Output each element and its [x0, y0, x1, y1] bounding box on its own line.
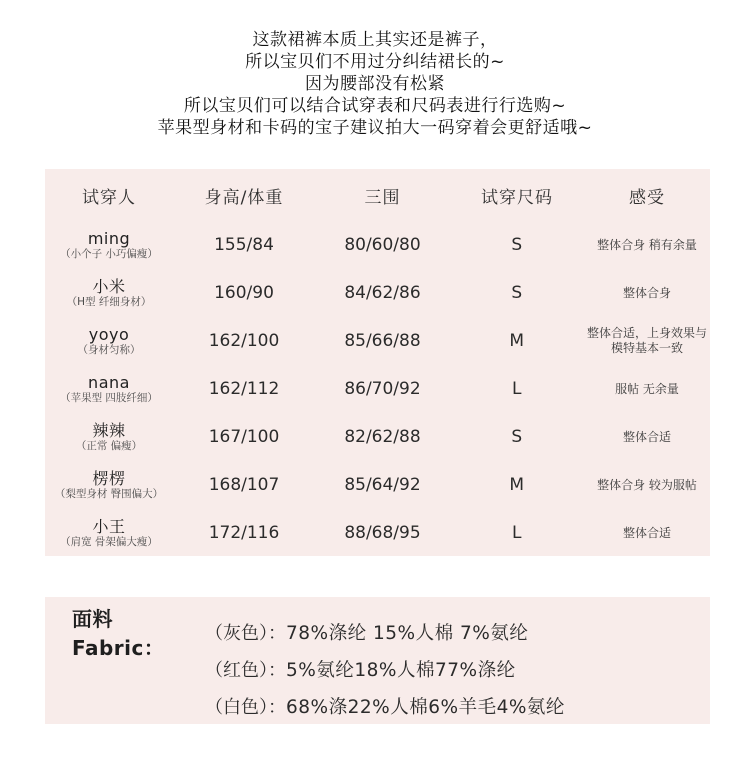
feel-cell: [584, 526, 710, 541]
intro-line: 所以宝贝们不用过分纠结裙长的~: [245, 52, 505, 72]
height-weight-value: 160/90: [214, 283, 274, 303]
feel-text: 整体合适，上身效果与模特基本一致: [586, 326, 707, 355]
fabric-row: [45, 606, 710, 660]
tester-desc: （肩宽 骨架偏大瘦）: [60, 536, 158, 548]
feel-cell: [584, 326, 710, 356]
tester-name: yoyo: [88, 325, 130, 344]
tester-cell: [45, 469, 173, 501]
tester-cell: [45, 517, 173, 549]
table-row: [45, 509, 710, 556]
measurements-value: 85/64/92: [344, 475, 421, 495]
tester-name: 小王: [92, 517, 126, 536]
measurements-value: 80/60/80: [344, 235, 421, 255]
tester-desc: （梨型身材 臀围偏大）: [54, 488, 164, 500]
feel-text: 整体合身: [622, 285, 671, 300]
feel-text: 整体合适: [622, 429, 671, 444]
intro-line: 这款裙裤本质上其实还是裤子，: [252, 30, 498, 50]
intro-line: 所以宝贝们可以结合试穿表和尺码表进行行选购~: [183, 96, 567, 116]
fabric-title: 面料Fabric：: [72, 606, 165, 660]
height-weight-value: 172/116: [208, 523, 280, 543]
feel-text: 整体合身 稍有余量: [597, 237, 697, 252]
size-value: S: [511, 427, 523, 447]
tester-desc: （苹果型 四肢纤细）: [60, 392, 158, 404]
size-value: L: [512, 523, 522, 543]
fabric-row: [45, 687, 710, 724]
size-value: S: [511, 283, 523, 303]
feel-cell: [584, 478, 710, 493]
measurements-value: 88/68/95: [344, 523, 421, 543]
tester-name: 小米: [92, 277, 126, 296]
tester-name: 楞楞: [92, 469, 126, 488]
height-weight-value: 162/100: [208, 331, 280, 351]
feel-cell: [584, 238, 710, 253]
feel-cell: [584, 430, 710, 445]
measurements-value: 85/66/88: [344, 331, 421, 351]
fabric-color-label: （红色）：: [205, 659, 286, 681]
height-weight-value: 162/112: [208, 379, 280, 399]
measurements-value: 86/70/92: [344, 379, 421, 399]
fabric-composition: 68%涤22%人棉6%羊毛4%氨纶: [286, 696, 565, 718]
feel-cell: [584, 382, 710, 397]
fit-table-panel: [45, 169, 710, 556]
feel-text: 服帖 无余量: [615, 381, 679, 396]
table-row: [45, 317, 710, 365]
table-row: [45, 413, 710, 461]
size-value: M: [509, 475, 525, 495]
feel-text: 整体合适: [622, 525, 671, 540]
fabric-color-label: （白色）：: [205, 696, 286, 718]
size-value: S: [511, 235, 523, 255]
table-row: [45, 269, 710, 317]
header-height-weight: 身高/体重: [204, 187, 284, 208]
size-value: M: [509, 331, 525, 351]
intro-note: [0, 29, 750, 139]
header-feel: 感受: [629, 187, 665, 208]
tester-cell: [45, 229, 173, 261]
fabric-color-label: （灰色）：: [205, 622, 286, 644]
fit-table-header-row: [45, 169, 710, 221]
fabric-composition: 78%涤纶 15%人棉 7%氨纶: [286, 622, 529, 644]
height-weight-value: 168/107: [208, 475, 280, 495]
measurements-value: 84/62/86: [344, 283, 421, 303]
tester-name: 辣辣: [92, 421, 126, 440]
tester-desc: （小个子 小巧偏瘦）: [60, 248, 158, 260]
height-weight-value: 167/100: [208, 427, 280, 447]
tester-name: nana: [88, 373, 130, 392]
size-value: L: [512, 379, 522, 399]
intro-line: 苹果型身材和卡码的宝子建议拍大一码穿着会更舒适哦~: [157, 118, 593, 138]
feel-text: 整体合身 较为服帖: [597, 477, 697, 492]
height-weight-value: 155/84: [214, 235, 274, 255]
tester-desc: （H型 纤细身材）: [66, 296, 152, 308]
header-measurements: 三围: [364, 187, 401, 208]
fabric-composition: 5%氨纶18%人棉77%涤纶: [286, 659, 516, 681]
tester-desc: （身材匀称）: [77, 344, 141, 356]
table-row: [45, 365, 710, 413]
header-tester: 试穿人: [82, 187, 136, 208]
tester-name: ming: [87, 229, 131, 248]
header-size: 试穿尺码: [481, 187, 553, 208]
intro-line: 因为腰部没有松紧: [305, 74, 445, 94]
measurements-value: 82/62/88: [344, 427, 421, 447]
tester-cell: [45, 373, 173, 405]
tester-cell: [45, 325, 173, 357]
tester-cell: [45, 277, 173, 309]
feel-cell: [584, 286, 710, 301]
fabric-panel: [45, 597, 710, 724]
tester-desc: （正常 偏瘦）: [75, 440, 143, 452]
table-row: [45, 221, 710, 269]
table-row: [45, 461, 710, 509]
tester-cell: [45, 421, 173, 453]
